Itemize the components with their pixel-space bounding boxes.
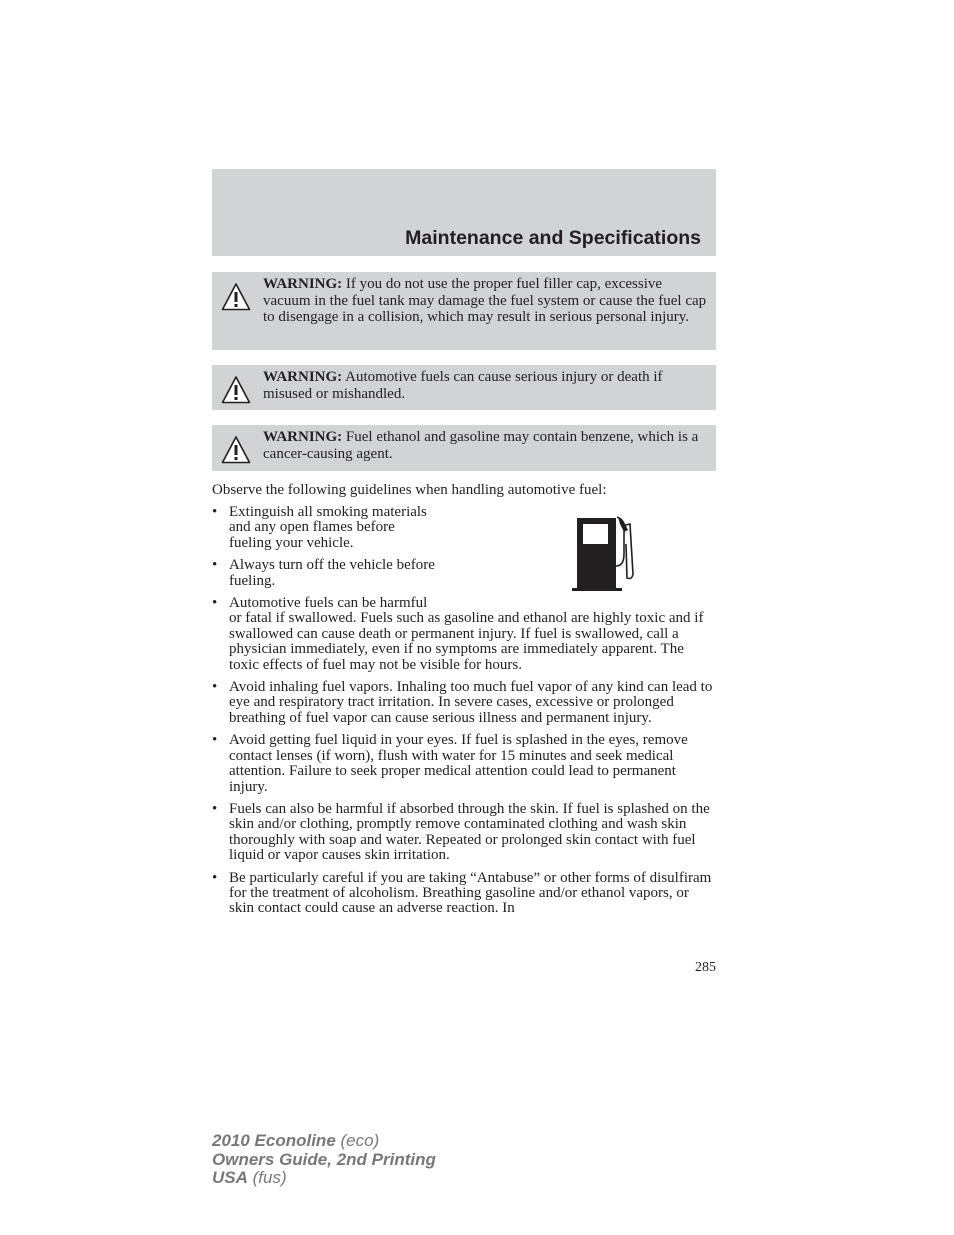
warning-label: WARNING: xyxy=(263,276,343,292)
footer-region-code: (fus) xyxy=(247,1168,287,1187)
list-item xyxy=(212,802,716,864)
list-item xyxy=(212,680,716,726)
footer-line-region xyxy=(212,1169,436,1188)
list-item-text: Fuels can also be harmful if absorbed through the skin. If fuel is splashed on the skin and/or clothing, promptly remove contaminated clothing and wash skin thoroughly with soap and water. Repeated or prolonged skin contact with fuel liquid or vapor causes skin irritation. xyxy=(229,800,710,864)
warning-triangle-icon xyxy=(221,282,251,312)
bullet-symbol: • xyxy=(212,732,218,749)
list-item xyxy=(212,733,716,795)
footer-line-model xyxy=(212,1132,436,1151)
warning-box-fuel-cap xyxy=(212,272,716,350)
list-item xyxy=(212,505,716,551)
warning-text: Fuel ethanol and gasoline may contain benzene, which is a cancer-causing agent. xyxy=(263,429,699,462)
list-item xyxy=(212,871,716,917)
warning-label: WARNING: xyxy=(263,369,343,385)
warning-triangle-icon xyxy=(221,375,251,405)
section-header-band xyxy=(212,169,716,256)
bullet-symbol: • xyxy=(212,679,218,696)
page-number: 285 xyxy=(695,960,716,975)
footer-region: USA xyxy=(212,1168,248,1187)
intro-paragraph: Observe the following guidelines when handling automotive fuel: xyxy=(212,482,607,498)
list-item xyxy=(212,558,716,589)
warning-triangle-icon xyxy=(221,435,251,465)
bullet-symbol: • xyxy=(212,504,218,520)
footer-model: 2010 Econoline xyxy=(212,1131,336,1150)
warning-text: If you do not use the proper fuel filler cap, excessive vacuum in the fuel tank may damage the fuel system or cause the fuel cap to disengage in a collision, which may result in serious personal injury. xyxy=(263,276,707,325)
warning-text: Automotive fuels can cause serious injury or death if misused or mishandled. xyxy=(263,369,663,402)
bullet-symbol: • xyxy=(212,800,218,817)
document-footer xyxy=(212,1132,436,1188)
list-item-text: Avoid getting fuel liquid in your eyes. If fuel is splashed in the eyes, remove contact lenses (if worn), flush with water for 15 minutes and seek medical attention. Failure to seek proper medical attention could lead to permanent injury. xyxy=(229,732,688,795)
list-item-text: Extinguish all smoking materials and any open flames before fueling your vehicle. xyxy=(229,504,427,551)
fuel-guidelines-list xyxy=(212,505,716,924)
bullet-symbol: • xyxy=(212,869,218,886)
list-item xyxy=(212,596,716,673)
warning-box-fuel-injury xyxy=(212,365,716,410)
section-title: Maintenance and Specifications xyxy=(405,227,701,249)
list-item-text: Always turn off the vehicle before fueling. xyxy=(229,557,435,589)
warning-box-benzene xyxy=(212,425,716,471)
warning-label: WARNING: xyxy=(263,429,343,445)
list-item-text: Be particularly careful if you are taking “Antabuse” or other forms of disulfiram for the treatment of alcoholism. Breathing gasoline and/or ethanol vapors, or skin contact could cause an adverse reaction. In xyxy=(229,869,712,917)
bullet-symbol: • xyxy=(212,595,218,612)
list-item-text: Automotive fuels can be harmful or fatal if swallowed. Fuels such as gasoline and ethanol are highly toxic and if swallowed can cause death or permanent injury. If fuel is swallowed, call a physician immediately, even if no symptoms are immediately apparent. The toxic effects of fuel may not be visible for hours. xyxy=(229,595,704,673)
footer-line-guide: Owners Guide, 2nd Printing xyxy=(212,1149,436,1169)
bullet-symbol: • xyxy=(212,557,218,574)
list-item-text: Avoid inhaling fuel vapors. Inhaling too much fuel vapor of any kind can lead to eye and respiratory tract irritation. In severe cases, excessive or prolonged breathing of fuel vapor can cause serious illness and permanent injury. xyxy=(229,679,713,726)
footer-model-code: (eco) xyxy=(335,1131,380,1150)
